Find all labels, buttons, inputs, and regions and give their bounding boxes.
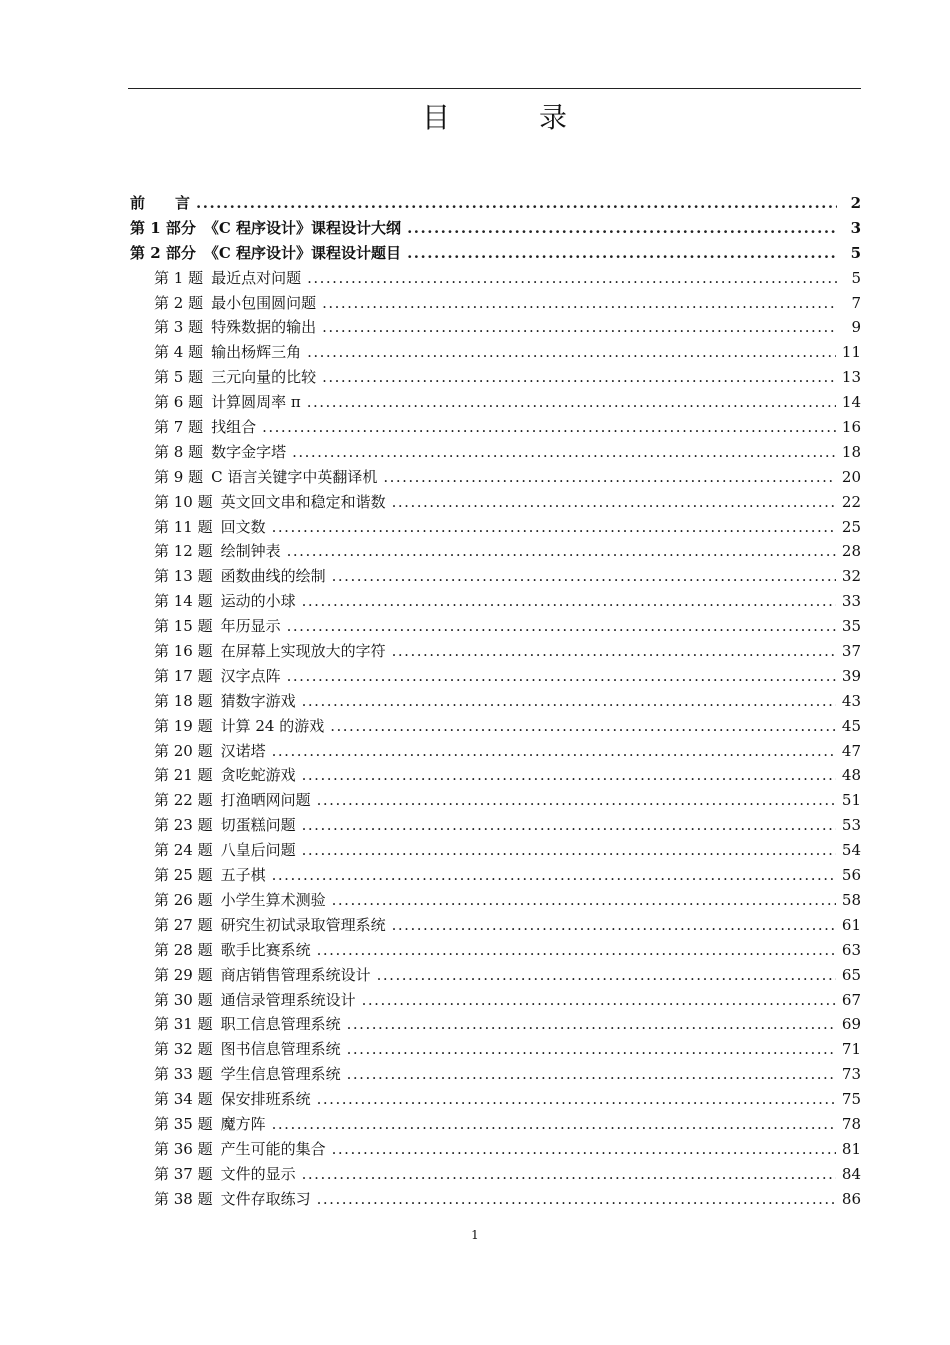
toc-entry-page: 86 [841,1189,861,1208]
toc-entry-page: 22 [841,492,861,511]
toc-leader-dots [377,963,836,988]
toc-entry-number: 第 18 题 [154,691,213,710]
toc-entry-page: 54 [841,841,861,860]
toc-entry-number: 第 4 题 [154,343,204,362]
toc-leader-dots [330,714,836,739]
toc-entry-label: 特殊数据的输出 [211,318,317,337]
toc-entry-page: 18 [841,442,861,461]
toc-entry-number: 第 29 题 [154,965,213,984]
toc-entry[interactable] [130,315,861,340]
toc-entry-label: 英文回文串和稳定和谐数 [220,492,386,511]
toc-entry-label: 年历显示 [220,617,281,636]
toc-entry-page: 47 [841,741,861,760]
toc-entry-number: 第 34 题 [154,1090,213,1109]
toc-entry-number: 第 7 题 [154,418,204,437]
toc-entry[interactable] [130,639,861,664]
toc-leader-dots [302,813,836,838]
toc-entry-label: 汉字点阵 [220,666,281,685]
toc-entry-number: 第 28 题 [154,940,213,959]
toc-entry-page: 35 [841,617,861,636]
toc-entry-number: 第 36 题 [154,1139,213,1158]
toc-entry-label: 产生可能的集合 [220,1139,326,1158]
toc-entry-number: 第 3 题 [154,318,204,337]
toc-entry-number: 第 2 部分 [130,243,196,262]
toc-entry-number: 第 11 题 [154,517,213,536]
toc-entry-label: 五子棋 [220,866,266,885]
toc-entry-page: 71 [841,1040,861,1059]
toc-entry-label: C 语言关键字中英翻译机 [211,467,378,486]
toc-entry-page: 81 [841,1139,861,1158]
toc-leader-dots [302,689,836,714]
toc-entry[interactable] [130,1062,861,1087]
toc-leader-dots [392,913,836,938]
toc-entry-page: 43 [841,691,861,710]
toc-entry-number: 第 13 题 [154,567,213,586]
toc-entry-number: 第 16 题 [154,642,213,661]
toc-entry-page: 56 [841,866,861,885]
toc-entry-number: 第 8 题 [154,442,204,461]
toc-leader-dots [307,390,836,415]
toc-entry[interactable] [130,589,861,614]
toc-leader-dots [332,888,836,913]
toc-entry-number: 第 21 题 [154,766,213,785]
toc-leader-dots [287,664,836,689]
toc-entry-label: 文件的显示 [220,1164,296,1183]
toc-entry[interactable] [130,838,861,863]
toc-entry-number: 第 23 题 [154,816,213,835]
toc-entry-label: 通信录管理系统设计 [220,990,356,1009]
toc-entry-label: 最近点对问题 [211,268,302,287]
toc-leader-dots [272,863,836,888]
toc-entry-label: 学生信息管理系统 [220,1065,341,1084]
toc-entry-number: 第 19 题 [154,716,213,735]
toc-leader-dots [392,490,836,515]
toc-leader-dots [383,465,836,490]
toc-entry-page: 84 [841,1164,861,1183]
page-title: 目 录 [422,101,607,134]
toc-entry[interactable] [130,739,861,764]
toc-entry[interactable] [130,365,861,390]
toc-leader-dots [287,614,836,639]
toc-entry-number: 第 38 题 [154,1189,213,1208]
toc-entry-number: 第 37 题 [154,1164,213,1183]
toc-entry-label: 函数曲线的绘制 [220,567,326,586]
toc-entry-label: 切蛋糕问题 [220,816,296,835]
toc-entry[interactable] [130,689,861,714]
toc-entry-label: 输出杨辉三角 [211,343,302,362]
toc-leader-dots [362,988,836,1013]
toc-entry-label: 图书信息管理系统 [220,1040,341,1059]
toc-entry-label: 《C 程序设计》课程设计题目 [203,243,402,262]
toc-entry[interactable] [130,1012,861,1037]
toc-entry[interactable] [130,390,861,415]
toc-entry-label: 魔方阵 [220,1114,266,1133]
toc-entry-label: 职工信息管理系统 [220,1015,341,1034]
toc-entry[interactable] [130,266,861,291]
toc-entry-number: 第 27 题 [154,915,213,934]
toc-entry[interactable] [130,241,861,266]
toc-entry[interactable] [130,813,861,838]
toc-entry-label: 找组合 [211,418,257,437]
toc-entry-label: 数字金字塔 [211,442,287,461]
toc-entry[interactable] [130,1037,861,1062]
toc-leader-dots [196,191,837,216]
toc-entry-page: 16 [841,418,861,437]
toc-leader-dots [302,589,836,614]
toc-entry[interactable] [130,1187,861,1212]
toc-entry[interactable] [130,913,861,938]
toc-entry-page: 20 [841,467,861,486]
toc-entry-number: 第 15 题 [154,617,213,636]
toc-entry-label: 三元向量的比较 [211,368,317,387]
toc-entry[interactable] [130,564,861,589]
toc-entry[interactable] [130,1162,861,1187]
toc-entry-label: 贪吃蛇游戏 [220,766,296,785]
toc-entry-number: 第 24 题 [154,841,213,860]
table-of-contents [130,191,861,1212]
toc-entry-label: 计算 24 的游戏 [220,716,325,735]
toc-entry-label: 《C 程序设计》课程设计大纲 [203,218,402,237]
toc-leader-dots [302,763,836,788]
toc-entry-page: 32 [841,567,861,586]
toc-leader-dots [407,216,837,241]
toc-entry-page: 45 [841,716,861,735]
toc-entry-number: 第 6 题 [154,393,204,412]
toc-entry-number: 第 20 题 [154,741,213,760]
toc-entry-number: 第 2 题 [154,293,204,312]
toc-entry-page: 5 [851,268,861,287]
toc-entry-page: 33 [841,592,861,611]
toc-entry[interactable] [130,1112,861,1137]
toc-entry-label: 前 言 [130,194,191,212]
toc-entry[interactable] [130,714,861,739]
toc-entry-number: 第 12 题 [154,542,213,561]
toc-entry-number: 第 1 部分 [130,218,196,237]
toc-entry[interactable] [130,291,861,316]
toc-entry-number: 第 31 题 [154,1015,213,1034]
toc-entry-page: 78 [841,1114,861,1133]
toc-leader-dots [287,539,836,564]
toc-entry-number: 第 17 题 [154,666,213,685]
toc-entry-number: 第 25 题 [154,866,213,885]
toc-entry-page: 28 [841,542,861,561]
toc-entry-label: 文件存取练习 [220,1189,311,1208]
toc-leader-dots [322,315,837,340]
toc-entry[interactable] [130,340,861,365]
toc-entry[interactable] [130,863,861,888]
toc-entry[interactable] [130,763,861,788]
toc-entry-label: 最小包围圆问题 [211,293,317,312]
toc-leader-dots [272,1112,836,1137]
page-number: 1 [471,1228,479,1242]
toc-entry[interactable] [130,191,861,216]
toc-leader-dots [347,1037,836,1062]
toc-entry-label: 小学生算术测验 [220,890,326,909]
toc-entry-page: 5 [850,243,861,262]
toc-entry-label: 保安排班系统 [220,1090,311,1109]
toc-entry-label: 打渔晒网问题 [220,791,311,810]
toc-entry[interactable] [130,465,861,490]
toc-entry-page: 48 [841,766,861,785]
toc-entry[interactable] [130,614,861,639]
toc-entry-page: 25 [841,517,861,536]
toc-entry[interactable] [130,938,861,963]
toc-entry-number: 第 14 题 [154,592,213,611]
toc-leader-dots [332,564,836,589]
toc-leader-dots [347,1012,836,1037]
toc-leader-dots [307,340,836,365]
toc-entry[interactable] [130,415,861,440]
toc-entry-number: 第 1 题 [154,268,204,287]
toc-entry-label: 汉诺塔 [220,741,266,760]
toc-entry-page: 9 [851,318,861,337]
toc-entry[interactable] [130,963,861,988]
toc-entry-page: 67 [841,990,861,1009]
toc-entry[interactable] [130,1087,861,1112]
toc-entry-page: 73 [841,1065,861,1084]
toc-entry-label: 回文数 [220,517,266,536]
toc-leader-dots [407,241,837,266]
toc-leader-dots [317,1087,836,1112]
toc-entry-number: 第 32 题 [154,1040,213,1059]
toc-entry-label: 计算圆周率 π [211,393,301,412]
toc-entry-label: 歌手比赛系统 [220,940,311,959]
toc-leader-dots [302,838,836,863]
toc-leader-dots [272,739,836,764]
toc-entry-number: 第 9 题 [154,467,204,486]
toc-entry-page: 75 [841,1090,861,1109]
toc-entry-page: 63 [841,940,861,959]
toc-leader-dots [322,365,836,390]
toc-entry-label: 八皇后问题 [220,841,296,860]
toc-entry[interactable] [130,988,861,1013]
toc-entry[interactable] [130,490,861,515]
toc-entry-label: 研究生初试录取管理系统 [220,915,386,934]
toc-entry-label: 猜数字游戏 [220,691,296,710]
toc-entry-label: 运动的小球 [220,592,296,611]
toc-entry[interactable] [130,888,861,913]
toc-entry[interactable] [130,664,861,689]
toc-entry-page: 37 [841,642,861,661]
toc-entry-number: 第 26 题 [154,890,213,909]
toc-entry-number: 第 5 题 [154,368,204,387]
toc-entry-number: 第 30 题 [154,990,213,1009]
toc-entry-number: 第 10 题 [154,492,213,511]
toc-leader-dots [317,788,836,813]
toc-entry-page: 61 [841,915,861,934]
toc-entry-page: 39 [841,666,861,685]
toc-entry-page: 69 [841,1015,861,1034]
toc-entry-label: 在屏幕上实现放大的字符 [220,642,386,661]
toc-entry-page: 3 [850,218,861,237]
toc-entry[interactable] [130,216,861,241]
toc-entry-number: 第 22 题 [154,791,213,810]
toc-entry-page: 51 [841,791,861,810]
toc-leader-dots [272,515,836,540]
toc-leader-dots [332,1137,836,1162]
toc-entry-page: 65 [841,965,861,984]
toc-entry-page: 7 [851,293,861,312]
toc-entry-page: 58 [841,890,861,909]
toc-entry-label: 商店销售管理系统设计 [220,965,371,984]
toc-entry-page: 53 [841,816,861,835]
toc-leader-dots [262,415,836,440]
toc-leader-dots [392,639,836,664]
toc-entry-page: 11 [841,343,861,362]
toc-leader-dots [322,291,837,316]
toc-leader-dots [347,1062,836,1087]
toc-entry[interactable] [130,1137,861,1162]
header-rule [128,88,861,89]
toc-entry[interactable] [130,440,861,465]
toc-entry-label: 绘制钟表 [220,542,281,561]
toc-entry[interactable] [130,539,861,564]
toc-entry-number: 第 35 题 [154,1114,213,1133]
toc-leader-dots [317,938,836,963]
toc-entry[interactable] [130,515,861,540]
toc-leader-dots [302,1162,836,1187]
toc-entry[interactable] [130,788,861,813]
toc-leader-dots [317,1187,836,1212]
toc-entry-number: 第 33 题 [154,1065,213,1084]
toc-leader-dots [307,266,837,291]
toc-entry-page: 2 [850,194,861,212]
toc-leader-dots [292,440,836,465]
toc-entry-page: 13 [841,368,861,387]
toc-entry-page: 14 [841,393,861,412]
